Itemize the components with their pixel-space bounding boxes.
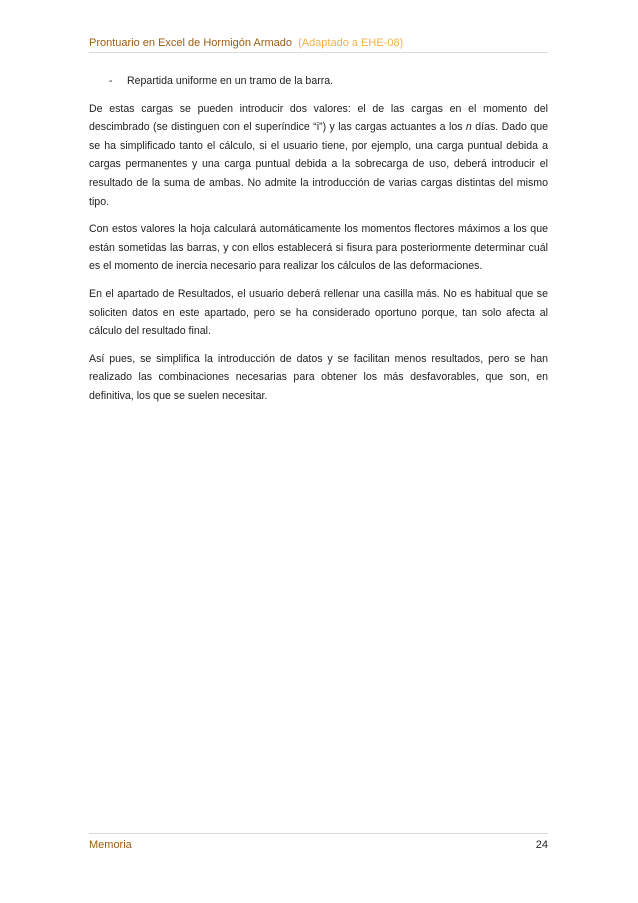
bullet-text: Repartida uniforme en un tramo de la barra.	[127, 75, 334, 87]
page-header	[89, 36, 548, 50]
footer-divider	[89, 833, 548, 834]
paragraph-text: De estas cargas se pueden introducir dos valores: el de las cargas en el momento del descimbrado (se distinguen con el superíndice “i”) y las cargas actuantes a los	[89, 102, 548, 134]
header-subtitle: (Adaptado a EHE-08)	[298, 37, 404, 49]
bullet-marker: -	[109, 75, 113, 87]
footer-label: Memoria	[89, 839, 132, 851]
paragraph-moments: Con estos valores la hoja calculará automáticamente los momentos flectores máximos a los que están sometidas las barras, y con ellos establecerá si fisura para posteriormente determinar cuál es el momento de inercia necesario para realizar los cálculos de las deformaciones.	[89, 223, 548, 273]
paragraph-summary: Así pues, se simplifica la introducción de datos y se facilitan menos resultados, pero se han realizado las combinaciones necesarias para obtener los más desfavorables, que son, en definitiva, los que se suelen necesitar.	[89, 352, 548, 402]
paragraph-text: días. Dado que se ha simplificado tanto el cálculo, si el usuario tiene, por ejemplo, una carga puntual debida a cargas permanentes y una carga puntual debida a la sobrecarga de uso, deberá introducir el resultado de la suma de ambas. No admite la introducción de varias cargas distintas del mismo tipo.	[89, 121, 548, 208]
list-item	[89, 72, 548, 91]
paragraph-loads	[89, 100, 548, 212]
header-title: Prontuario en Excel de Hormigón Armado	[89, 37, 292, 49]
header-divider	[89, 52, 548, 53]
page-body	[89, 72, 548, 415]
page-number: 24	[535, 839, 548, 851]
italic-variable: n	[465, 121, 472, 134]
paragraph-results: En el apartado de Resultados, el usuario deberá rellenar una casilla más. No es habitual que se soliciten datos en este apartado, pero se ha considerado oportuno porque, tan solo afecta al cálculo del resultado final.	[89, 287, 548, 338]
